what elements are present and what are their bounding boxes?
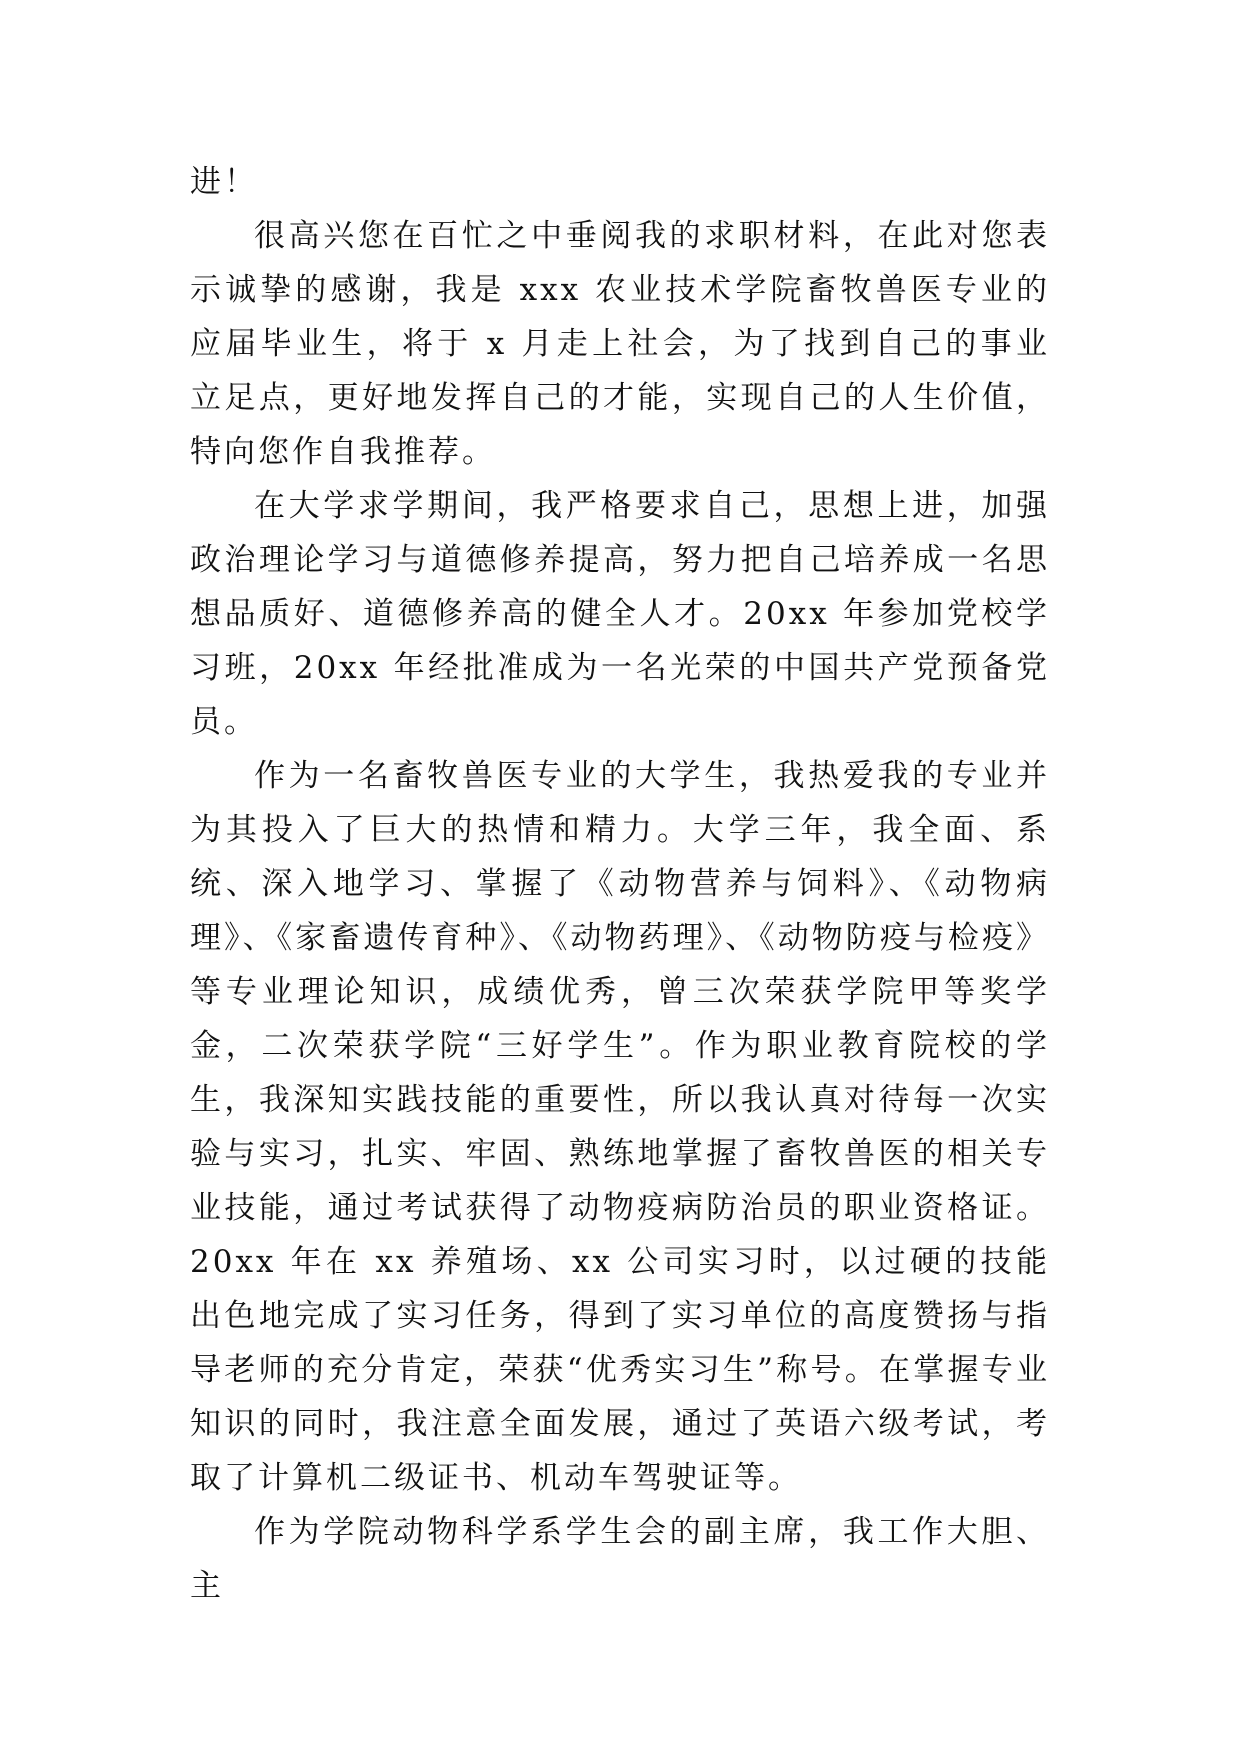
paragraph-continuation: 进！ — [190, 164, 258, 200]
paragraph-professional: 作为一名畜牧兽医专业的大学生，我热爱我的专业并为其投入了巨大的热情和精力。大学三年，我全面、系统、深入地学习、掌握了《动物营养与饲料》、《动物病理》、《家畜遗传育种》、《动物药理》、《动物防疫与检疫》等专业理论知识，成绩优秀，曾三次荣获学院甲等奖学金，二次荣获学院“三好学生”。作为职业教育院校的学生，我深知实践技能的重要性，所以我认真对待每一次实验与实习，扎实、牢固、熟练地掌握了畜牧兽医的相关专业技能，通过考试获得了动物疫病防治员的职业资格证。20xx 年在 xx 养殖场、xx 公司实习时，以过硬的技能出色地完成了实习任务，得到了实习单位的高度赞扬与指导老师的充分肯定，荣获“优秀实习生”称号。在掌握专业知识的同时，我注意全面发展，通过了英语六级考试，考取了计算机二级证书、机动车驾驶证等。 — [190, 758, 1050, 1496]
paragraph-greeting: 很高兴您在百忙之中垂阅我的求职材料，在此对您表示诚挚的感谢，我是 xxx 农业技术学院畜牧兽医专业的应届毕业生，将于 x 月走上社会，为了找到自己的事业立足点，更好地发挥自己的才能，实现自己的人生价值，特向您作自我推荐。 — [190, 218, 1050, 470]
body-text — [190, 155, 1050, 1613]
paragraph-political: 在大学求学期间，我严格要求自己，思想上进，加强政治理论学习与道德修养提高，努力把自己培养成一名思想品质好、道德修养高的健全人才。20xx 年参加党校学习班，20xx 年经批准成为一名光荣的中国共产党预备党员。 — [190, 488, 1050, 740]
paragraph-student-union: 作为学院动物科学系学生会的副主席，我工作大胆、主 — [190, 1514, 1050, 1604]
